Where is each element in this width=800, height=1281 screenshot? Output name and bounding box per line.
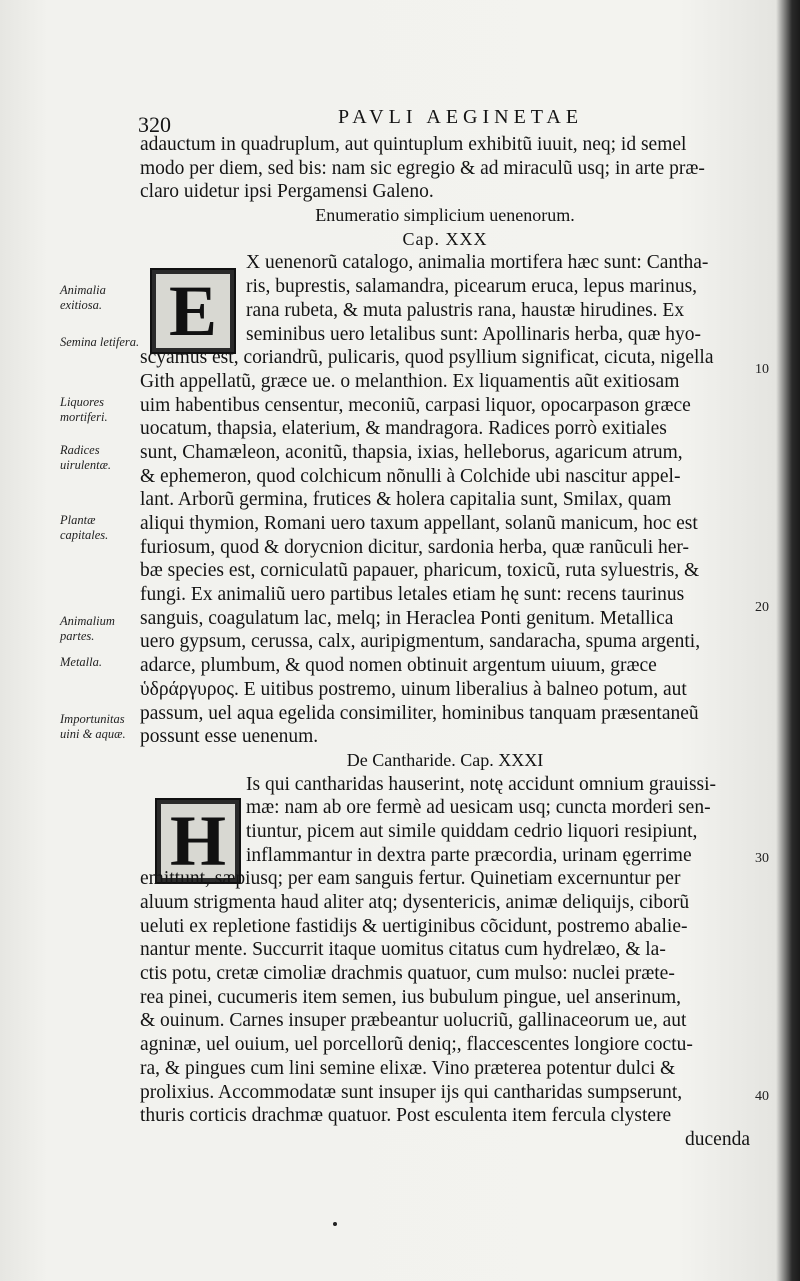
text-line: possunt esse uenenum. [140,726,319,748]
running-head: PAVLI AEGINETAE [338,106,584,128]
text-line: agninæ, uel ouium, uel porcellorũ deniq;, flaccescentes longiore coctu- [140,1034,693,1056]
text-line: ctis potu, cretæ cimoliæ drachmis quatuor, cum mulso: nuclei præte- [140,963,675,985]
ink-dot [333,1222,337,1226]
text-line: uero gypsum, cerussa, calx, auripigmentum, sandaracha, spuma argenti, [140,631,701,653]
text-line: fungi. Ex animaliũ uero partibus letales etiam hę sunt: recens taurinus [140,584,685,606]
line-number: 30 [755,851,769,866]
text-line: scyamus est, coriandrũ, pulicaris, quod psyllium significat, cicuta, nigella [140,347,714,369]
margin-note: Animalium partes. [60,614,115,643]
text-line: thuris corticis drachmæ quatuor. Post esculenta item fercula clystere [140,1105,672,1127]
margin-note: Importunitas uini & aquæ. [60,712,126,741]
margin-note: Radices uirulentæ. [60,443,112,472]
text-line: aluum strigmenta haud aliter atq; dysentericis, animæ deliquijs, ciborũ [140,892,690,913]
text-line: nantur mente. Succurrit itaque uomitus citatus cum hydrelæo, & la- [140,939,666,961]
text-line: mæ: nam ab ore fermè ad uesicam usq; cuncta morderi sen- [246,797,711,819]
text-line: X uenenorũ catalogo, animalia mortifera hæc sunt: Cantha- [246,252,709,274]
text-line: bæ species est, corniculatũ papauer, pharicum, toxicũ, ruta syluestris, & [140,560,700,582]
margin-note: Animalia exitiosa. [60,283,106,312]
line-number: 10 [755,362,769,377]
line-number: 40 [755,1089,769,1104]
text-line: lant. Arborũ germina, frutices & holera capitalia sunt, Smilax, quam [140,489,672,511]
text-line: emittunt, sæpiusq; per eam sanguis fertur. Quinetiam excernuntur per [140,868,681,890]
text-line: ris, buprestis, salamandra, picearum eruca, lepus marinus, [246,276,698,298]
text-line: adauctum in quadruplum, aut quintuplum exhibitũ iuuit, neq; id semel [140,134,687,155]
margin-note: Liquores mortiferi. [60,395,108,424]
text-line: inflammantur in dextra parte præcordia, urinam ęgerrime [246,844,692,866]
text-line: uim habentibus censentur, meconiũ, carpasi liquor, opocarpason græce [140,394,691,416]
text-line: Gith appellatũ, græce ue. o melanthion. Ex liquamentis aũt exitiosam [140,370,680,392]
text-line: sanguis, coagulatum lac, melq; in Heraclea Ponti genitum. Metallica [140,607,674,629]
text-line: passum, uel aqua egelida consimiliter, hominibus tanquam præsentaneũ [140,702,699,724]
text-line: prolixius. Accommodatæ sunt insuper ijs qui cantharidas sumpserunt, [140,1081,683,1103]
margin-note: Plantæ capitales. [60,513,109,542]
text-line: Is qui cantharidas hauserint, notę accidunt omnium grauissi- [246,773,717,795]
text-line: modo per diem, sed bis: nam sic egregio & ad miraculũ usq; in arte præ- [140,157,705,179]
main-text [140,133,750,1152]
text-line: uocatum, thapsia, elaterium, & mandragora. Radices porrò exitiales [140,418,667,440]
text-line: rana rubeta, & muta palustris rana, haustæ hirudines. Ex [246,299,685,321]
page-header [128,104,748,137]
text-line: aliqui thymion, Romani uero taxum appellant, solanũ manicum, hoc est [140,513,698,534]
text-line: rea pinei, cucumeris item semen, ius bubulum pingue, uel anserinum, [140,986,681,1008]
text-line: ueluti ex repletione fastidijs & uertiginibus cõcidunt, postremo abalie- [140,915,688,937]
text-line: & ephemeron, quod colchicum nõnulli à Colchide ubi nascitur appel- [140,465,681,487]
line-number: 20 [755,600,769,615]
chapter-number: Cap. XXX [402,228,488,249]
text-line: sunt, Chamæleon, aconitũ, thapsia, ixias, helleborus, agaricum atrum, [140,441,683,463]
folio-number: 320 [138,112,171,137]
text-line: ὑδράργυρος. E uitibus postremo, uinum liberalius à balneo potum, aut [140,678,687,700]
catchword: ducenda [685,1128,750,1150]
margin-note: Semina letifera. [60,335,140,349]
decorated-initial-h: H [155,798,241,884]
text-line: claro uidetur ipsi Pergamensi Galeno. [140,181,434,203]
text-line: furiosum, quod & dorycnion dicitur, sardonia herba, quæ ranũculi her- [140,536,690,558]
text-line: tiuntur, picem aut simile quiddam cedrio liquori resipiunt, [246,820,698,842]
text-line: seminibus uero letalibus sunt: Apollinaris herba, quæ hyo- [246,323,701,345]
text-line: ra, & pingues cum lini semine elixæ. Vino præterea potentur dulci & [140,1057,676,1079]
decorated-initial-e: E [150,268,236,354]
chapter-title: De Cantharide. Cap. XXXI [346,749,544,770]
chapter-title: Enumeratio simplicium uenenorum. [315,205,575,226]
margin-note: Metalla. [60,655,103,669]
text-line: adarce, plumbum, & quod nomen obtinuit argentum uiuum, græce [140,655,657,677]
text-line: & ouinum. Carnes insuper præbeantur uolucriũ, gallinaceorum ue, aut [140,1010,687,1032]
